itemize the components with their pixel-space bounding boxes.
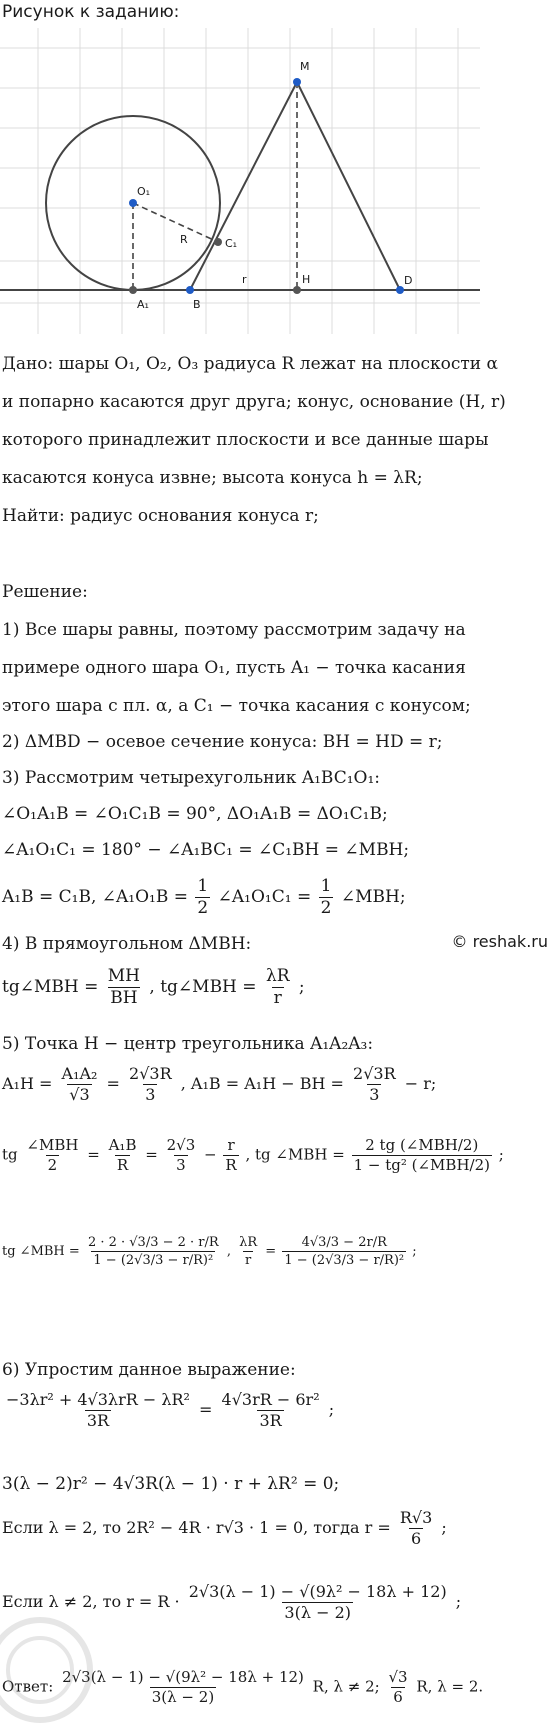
given-line-2: и попарно касаются друг друга; конус, основание (H, r) — [2, 392, 506, 412]
step-2: 2) ΔMBD − осевое сечение конуса: BH = HD = r; — [2, 732, 443, 752]
label-o1: O₁ — [137, 185, 151, 198]
fraction-half-2: $\frac{1}{2}$ — [320, 876, 332, 918]
geometry-figure — [0, 28, 480, 334]
step-6c: Если λ = 2, то 2R² − 4R · r√3 · 1 = 0, тогда r = $\frac{R√3}{6}$ ; — [2, 1508, 447, 1548]
watermark-text: © reshak.ru — [451, 932, 548, 951]
point-b — [186, 286, 194, 294]
point-d — [396, 286, 404, 294]
answer-line: Ответ: $\frac{\text{2√3(λ − 1) − √(9λ² − 18λ + 12)}}{3(\lambda - 2)}$ R, λ ≠ 2; $\frac{√3}{6}$ R, λ = 2. — [2, 1668, 484, 1706]
label-c1: C₁ — [225, 237, 238, 250]
label-h: H — [302, 273, 311, 286]
step-1c: этого шара с пл. α, а C₁ − точка касания с конусом; — [2, 696, 471, 716]
given-line-5: Найти: радиус основания конуса r; — [2, 506, 319, 526]
label-a1: A₁ — [137, 298, 149, 311]
step-6: 6) Упростим данное выражение: — [2, 1360, 296, 1380]
label-m: M — [300, 60, 310, 73]
fraction-half-1: $\frac{1}{2}$ — [197, 876, 209, 918]
given-line-3: которого принадлежит плоскости и все данные шары — [2, 430, 489, 450]
step-3c: A₁B = C₁B, ∠A₁O₁B = $\frac{1}{2}$ ∠A₁O₁C₁ = $\frac{1}{2}$ ∠MBH; — [2, 876, 406, 918]
radius-o1c1 — [133, 203, 218, 242]
step-5c: tg ∠MBH = $\frac{2 \cdot 2 \cdot √3/3 - 2 \cdot r/R}{\text{1 − (2√3/3 − r/R)²}}$ , $\frac{\lambda R}{r}$ = $\frac{4√3/3 - 2r/R}{\text{1 − (2√3/3 − r/R)²}}$ ; — [2, 1235, 417, 1268]
label-r-small: r — [242, 273, 247, 286]
label-d: D — [404, 274, 413, 287]
step-1b: примере одного шара O₁, пусть A₁ − точка касания — [2, 658, 466, 678]
step-4: 4) В прямоугольном ΔMBH: — [2, 934, 252, 954]
figure-grid — [0, 28, 480, 334]
given-line-1: Дано: шары O₁, O₂, O₃ радиуса R лежат на плоскости α — [2, 354, 498, 374]
step-6b: 3(λ − 2)r² − 4√3R(λ − 1) · r + λR² = 0; — [2, 1474, 340, 1494]
cone-section — [190, 82, 400, 290]
step-6d: Если λ ≠ 2, то r = R · $\frac{\text{2√3(λ − 1) − √(9λ² − 18λ + 12)}}{3(\lambda - 2)}$ ; — [2, 1582, 462, 1622]
step-5a: A₁H = $\frac{\text{A₁A₂}}{√3}$ = $\frac{2√3R}{3}$ , A₁B = A₁H − BH = $\frac{2√3R}{3}$ − r; — [2, 1064, 437, 1104]
step-3b: ∠A₁O₁C₁ = 180° − ∠A₁BC₁ = ∠C₁BH = ∠MBH; — [2, 840, 410, 860]
step-3a: ∠O₁A₁B = ∠O₁C₁B = 90°, ΔO₁A₁B = ΔO₁C₁B; — [2, 804, 388, 824]
step-6a: −3λr² + 4√3λrR − λR² 3R = $\frac{\text{4√3rR − 6r²}}{3R}$ ; — [6, 1390, 335, 1430]
point-o1 — [129, 199, 137, 207]
point-a1 — [129, 286, 137, 294]
step-4-formula: tg∠MBH = $\frac{MH}{BH}$ , tg∠MBH = $\frac{\lambda R}{r}$ ; — [2, 966, 305, 1008]
step-3: 3) Рассмотрим четырехугольник A₁BC₁O₁: — [2, 768, 381, 788]
step-5: 5) Точка H − центр треугольника A₁A₂A₃: — [2, 1034, 374, 1054]
solution-heading: Решение: — [2, 582, 88, 602]
point-c1 — [214, 238, 222, 246]
point-h — [293, 286, 301, 294]
point-m — [293, 78, 301, 86]
step-5b: tg ∠MBH 2 = $\frac{\text{A₁B}}{R}$ = $\frac{2√3}{3}$ − $\frac{r}{R}$ , tg ∠MBH = 2 tg (∠MBH/2) 1 − tg² (∠MBH/2) ; — [2, 1136, 504, 1174]
label-r-big: R — [180, 233, 188, 246]
watermark-seal — [0, 1560, 120, 1730]
step-1a: 1) Все шары равны, поэтому рассмотрим задачу на — [2, 620, 466, 640]
given-line-4: касаются конуса извне; высота конуса h = λR; — [2, 468, 423, 488]
label-b: B — [193, 298, 201, 311]
page-title: Рисунок к заданию: — [2, 2, 180, 22]
